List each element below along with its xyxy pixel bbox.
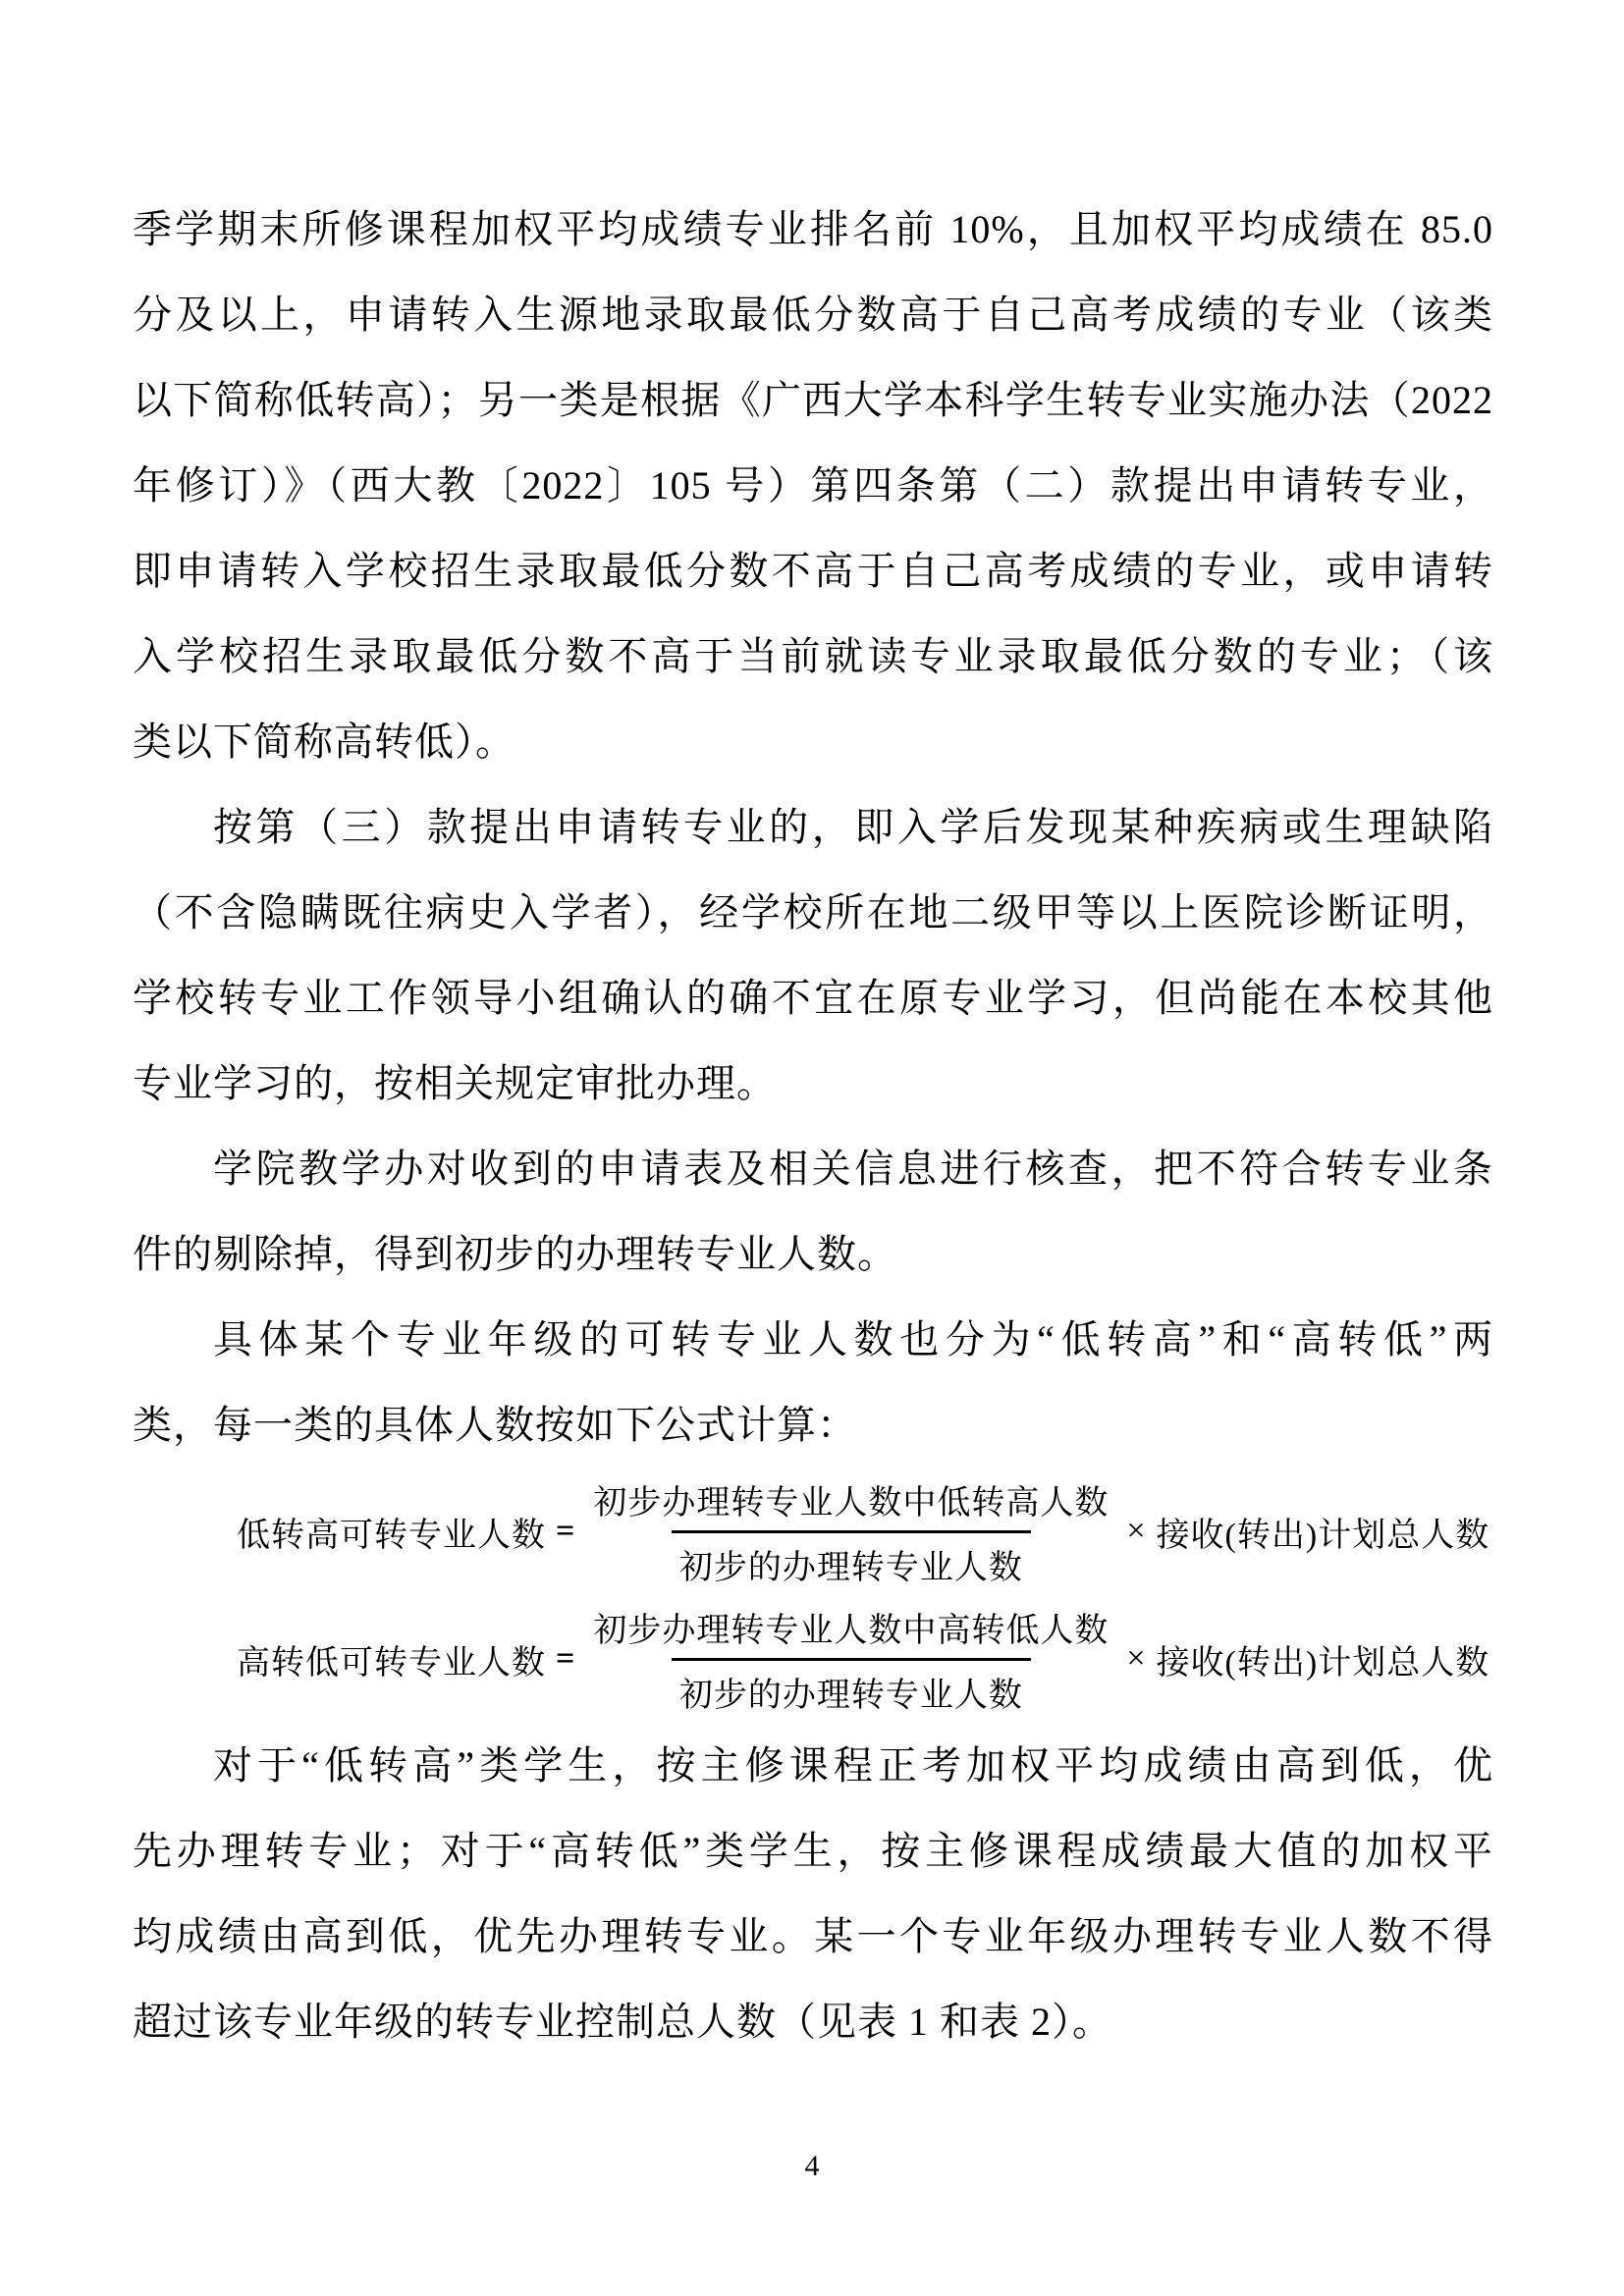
body-line: 入学校招生录取最低分数不高于当前就读专业录取最低分数的专业；（该 xyxy=(133,634,1493,678)
multiply-sign: × xyxy=(1126,1640,1147,1677)
equals-sign: = xyxy=(556,1513,576,1549)
body-line: 学院教学办对收到的申请表及相关信息进行核查，把不符合转专业条 xyxy=(213,1147,1493,1191)
body-line: 季学期末所修课程加权平均成绩专业排名前 10%，且加权平均成绩在 85.0 xyxy=(133,207,1493,251)
body-line: 具体某个专业年级的可转专业人数也分为“低转高”和“高转低”两 xyxy=(213,1317,1493,1362)
body-line: 学校转专业工作领导小组确认的确不宜在原专业学习，但尚能在本校其他 xyxy=(133,976,1493,1020)
body-line: 年修订）》（西大教〔2022〕105 号）第四条第（二）款提出申请转专业， xyxy=(133,463,1493,507)
equals-sign: = xyxy=(556,1640,576,1677)
body-line: 以下简称低转高）；另一类是根据《广西大学本科学生转专业实施办法（2022 xyxy=(133,378,1493,422)
body-line: 先办理转专业；对于“高转低”类学生，按主修课程成绩最大值的加权平 xyxy=(133,1829,1493,1873)
multiply-sign: × xyxy=(1126,1513,1147,1549)
formula-high-to-low xyxy=(133,1595,1493,1723)
body-line: 类以下简称高转低）。 xyxy=(133,720,515,764)
body-line: 超过该专业年级的转专业控制总人数（见表 1 和表 2）。 xyxy=(133,2000,1112,2044)
formula-rhs: 接收(转出)计划总人数 xyxy=(1156,1644,1490,1682)
formula-fraction xyxy=(585,1475,1116,1588)
body-line: 类，每一类的具体人数按如下公式计算： xyxy=(133,1403,857,1447)
fraction-numerator: 初步办理转专业人数中高转低人数 xyxy=(593,1612,1110,1649)
page-number: 4 xyxy=(804,2150,820,2182)
formula-lhs: 低转高可转专业人数 xyxy=(237,1517,546,1554)
body-line: 即申请转入学校招生录取最低分数不高于自己高考成绩的专业，或申请转 xyxy=(133,549,1493,593)
document-body xyxy=(133,187,1493,2064)
fraction-denominator: 初步的办理转专业人数 xyxy=(672,1658,1031,1716)
formula-lhs: 高转低可转专业人数 xyxy=(237,1644,546,1682)
body-line: 均成绩由高到低，优先办理转专业。某一个专业年级办理转专业人数不得 xyxy=(133,1914,1493,1958)
formula-fraction xyxy=(585,1603,1116,1716)
body-line: 件的剔除掉，得到初步的办理转专业人数。 xyxy=(133,1232,897,1276)
body-line: 按第（三）款提出申请转专业的，即入学后发现某种疾病或生理缺陷 xyxy=(213,805,1493,849)
body-line: 分及以上，申请转入生源地录取最低分数高于自己高考成绩的专业（该类 xyxy=(133,293,1493,337)
fraction-numerator: 初步办理转专业人数中低转高人数 xyxy=(593,1484,1110,1522)
formula-rhs: 接收(转出)计划总人数 xyxy=(1156,1517,1490,1554)
body-line: 对于“低转高”类学生，按主修课程正考加权平均成绩由高到低，优 xyxy=(213,1743,1493,1788)
body-line: （不含隐瞒既往病史入学者），经学校所在地二级甲等以上医院诊断证明， xyxy=(133,890,1493,934)
body-line: 专业学习的，按相关规定审批办理。 xyxy=(133,1061,777,1105)
formula-low-to-high xyxy=(133,1468,1493,1595)
fraction-denominator: 初步的办理转专业人数 xyxy=(672,1530,1031,1588)
